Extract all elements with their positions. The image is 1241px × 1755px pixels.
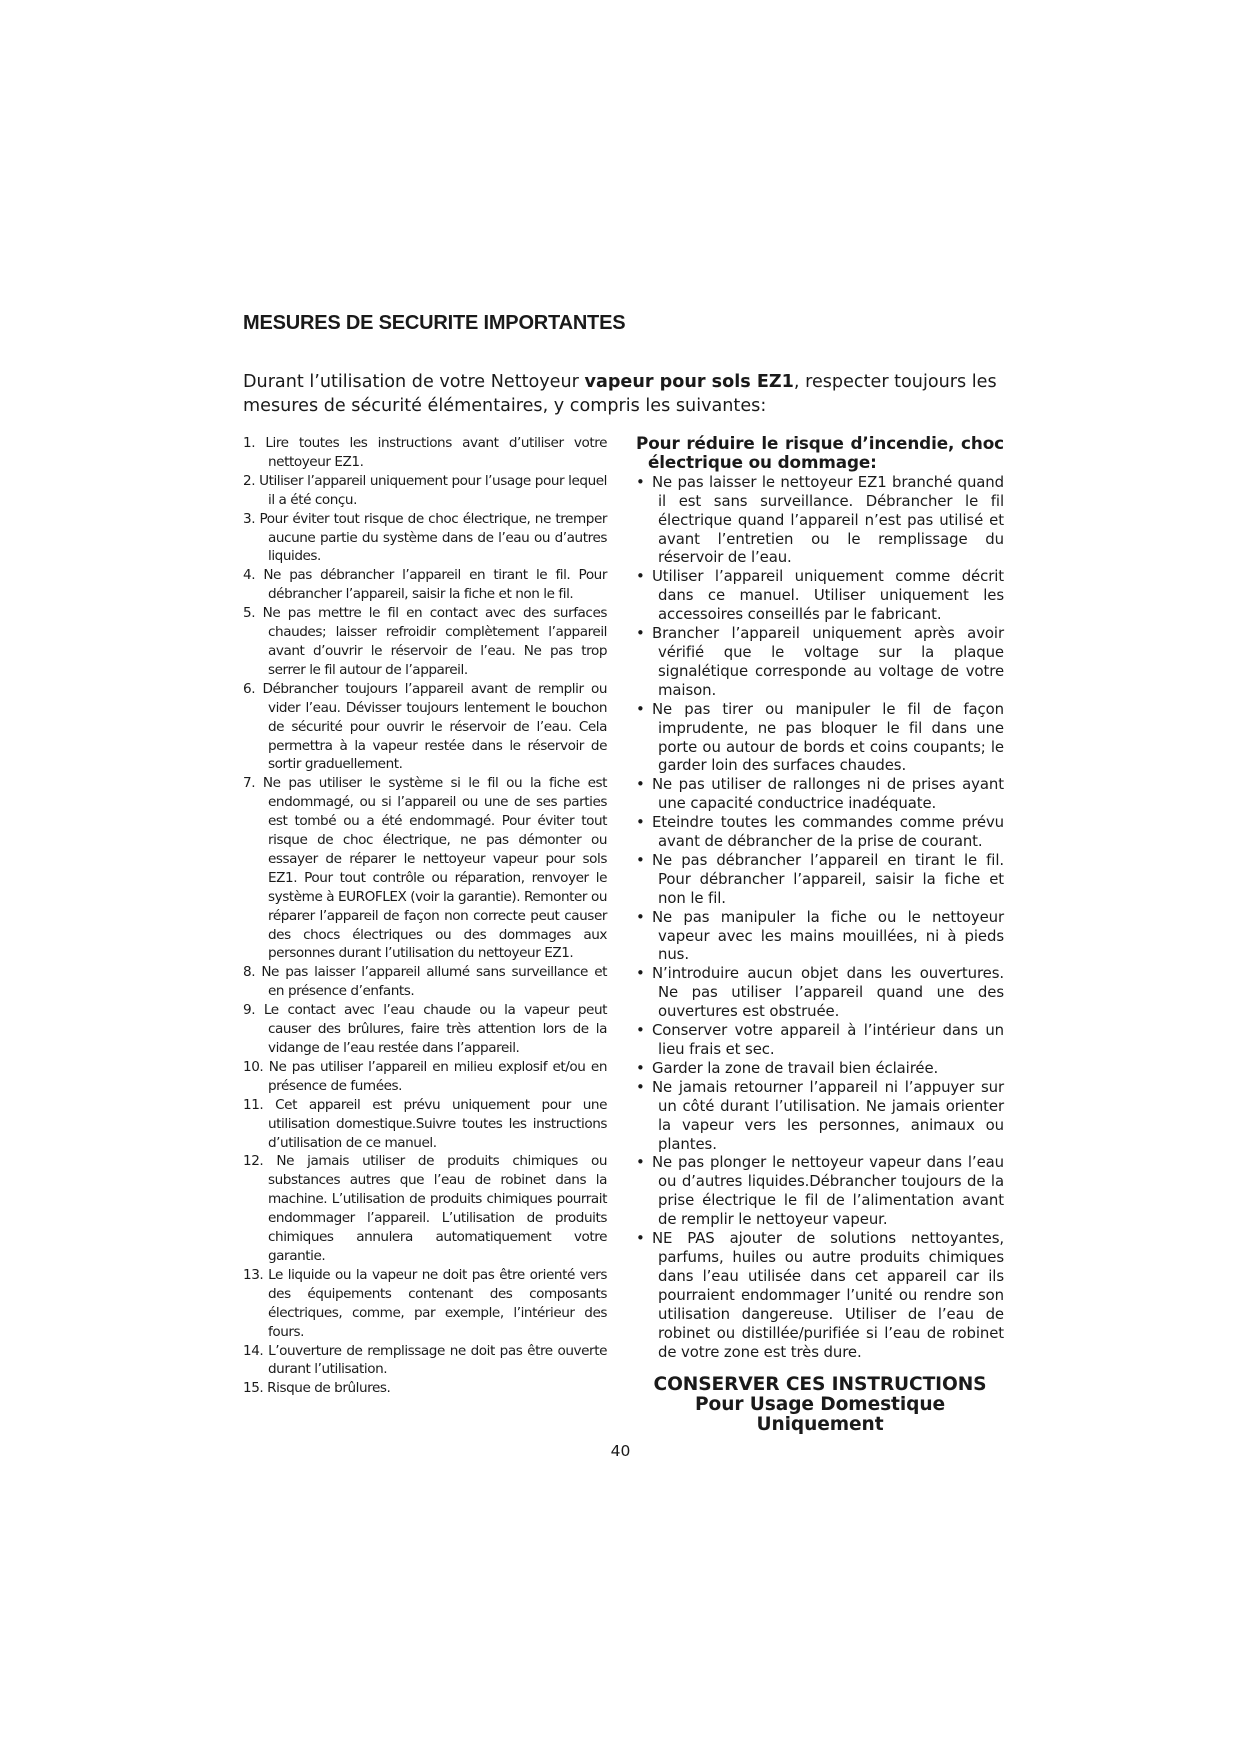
- right-column: [636, 434, 1004, 1435]
- list-item-text: Ne pas manipuler la fiche ou le nettoyeur vapeur avec les mains mouillées, ni à pieds nus.: [652, 907, 1004, 964]
- list-item: 1. Lire toutes les instructions avant d’utiliser votre nettoyeur EZ1.: [243, 435, 607, 470]
- list-item-text: N’introduire aucun objet dans les ouvertures. Ne pas utiliser l’appareil quand une des ouvertures est obstruée.: [652, 964, 1004, 1021]
- intro-text-end: , respecter toujours les mesures de sécurité élémentaires, y compris les suivantes:: [243, 372, 997, 416]
- list-item-text: Ne pas tirer ou manipuler le fil de façon imprudente, ne pas bloquer le fil dans une porte ou autour de bords et coins coupants; le garder loin des surfaces chaudes.: [652, 699, 1004, 775]
- bullet-icon: •: [636, 775, 645, 794]
- list-item: 10. Ne pas utiliser l’appareil en milieu explosif et/ou en présence de fumées.: [243, 1058, 607, 1094]
- list-item: [636, 1153, 1004, 1229]
- bullet-icon: •: [636, 1021, 645, 1040]
- risk-heading: Pour réduire le risque d’incendie, choc électrique ou dommage:: [636, 433, 1004, 472]
- bullet-icon: •: [636, 472, 645, 491]
- page-number: 40: [610, 1442, 631, 1460]
- conserve-instructions-block: [636, 1375, 1004, 1435]
- list-item-text: Ne jamais retourner l’appareil ni l’appuyer sur un côté durant l’utilisation. Ne jamais orienter la vapeur vers les personnes, animaux ou plantes.: [652, 1077, 1004, 1153]
- bullet-icon: •: [636, 1153, 645, 1172]
- page-title: MESURES DE SECURITE IMPORTANTES: [243, 312, 626, 334]
- list-item-text: Conserver votre appareil à l’intérieur dans un lieu frais et sec.: [652, 1021, 1004, 1058]
- list-item-text: Brancher l’appareil uniquement après avoir vérifié que le voltage sur la plaque signalétique corresponde au voltage de votre maison.: [652, 624, 1004, 699]
- list-item: [636, 567, 1004, 624]
- list-item: [636, 813, 1004, 851]
- list-item: 3. Pour éviter tout risque de choc électrique, ne tremper aucune partie du système dans de l’eau ou d’autres liquides.: [243, 510, 607, 565]
- numbered-safety-list: [243, 434, 607, 1398]
- bullet-icon: •: [636, 1229, 645, 1248]
- intro-text-start: Durant l’utilisation de votre Nettoyeur: [243, 372, 585, 392]
- bullet-icon: •: [636, 850, 645, 869]
- list-item: 6. Débrancher toujours l’appareil avant de remplir ou vider l’eau. Dévisser toujours lentement le bouchon de sécurité pour ouvrir le réservoir de l’eau. Cela permettra à la vapeur restée dans le réservoir de sortir graduellement.: [243, 680, 607, 773]
- list-item: 5. Ne pas mettre le fil en contact avec des surfaces chaudes; laisser refroidir complètement l’appareil avant d’ouvrir le réservoir de l’eau. Ne pas trop serrer le fil autour de l’appareil.: [243, 605, 607, 678]
- list-item: [636, 1059, 1004, 1078]
- list-item: 15. Risque de brûlures.: [243, 1380, 391, 1397]
- list-item: 11. Cet appareil est prévu uniquement pour une utilisation domestique.Suivre toutes les instructions d’utilisation de ce manuel.: [243, 1096, 607, 1151]
- list-item: [636, 851, 1004, 908]
- list-item: [636, 908, 1004, 965]
- household-use-heading: Pour Usage Domestique Uniquement: [695, 1394, 945, 1436]
- bullet-safety-list: [636, 473, 1004, 1362]
- list-item: 9. Le contact avec l’eau chaude ou la vapeur peut causer des brûlures, faire très attention lors de la vidange de l’eau restée dans l’appareil.: [243, 1002, 607, 1056]
- bullet-icon: •: [636, 699, 645, 718]
- list-item-text: Ne pas plonger le nettoyeur vapeur dans l’eau ou d’autres liquides.Débrancher toujours de la prise électrique le fil de l’alimentation avant de remplir le nettoyeur vapeur.: [652, 1153, 1004, 1229]
- intro-product-name: vapeur pour sols EZ1: [584, 372, 794, 392]
- list-item: 12. Ne jamais utiliser de produits chimiques ou substances autres que l’eau de robinet dans la machine. L’utilisation de produits chimiques pourrait endommager l’appareil. L’utilisation de produits chimiques annulera automatiquement votre garantie.: [243, 1153, 607, 1264]
- list-item-text: Ne pas laisser le nettoyeur EZ1 branché quand il est sans surveillance. Débrancher le fil électrique quand l’appareil n’est pas utilisé et avant l’entretien ou le remplissage du réservoir de l’eau.: [652, 472, 1004, 567]
- list-item-text: NE PAS ajouter de solutions nettoyantes, parfums, huiles ou autre produits chimiques dans l’eau utilisée dans cet appareil car ils pourraient endommager l’unité ou rendre son utilisation dangereuse. Utiliser de l’eau de robinet ou distillée/purifiée si l’eau de robinet de votre zone est très dure.: [652, 1229, 1004, 1361]
- list-item: [636, 473, 1004, 568]
- list-item: 4. Ne pas débrancher l’appareil en tirant le fil. Pour débrancher l’appareil, saisir la fiche et non le fil.: [243, 567, 607, 603]
- bullet-icon: •: [636, 567, 645, 586]
- bullet-icon: •: [636, 1058, 645, 1077]
- list-item: 13. Le liquide ou la vapeur ne doit pas être orienté vers des équipements contenant des composants électriques, comme, par exemple, l’intérieur des fours.: [243, 1266, 607, 1340]
- list-item: 2. Utiliser l’appareil uniquement pour l’usage pour lequel il a été conçu.: [243, 472, 607, 508]
- list-item: 8. Ne pas laisser l’appareil allumé sans surveillance et en présence d’enfants.: [243, 964, 607, 1000]
- list-item: [636, 1078, 1004, 1154]
- list-item-text: Eteindre toutes les commandes comme prévu avant de débrancher de la prise de courant.: [652, 813, 1004, 851]
- list-item: [636, 700, 1004, 776]
- bullet-icon: •: [636, 1077, 645, 1096]
- list-item: 14. L’ouverture de remplissage ne doit pas être ouverte durant l’utilisation.: [243, 1342, 607, 1378]
- conserve-instructions-heading: CONSERVER CES INSTRUCTIONS: [653, 1374, 987, 1396]
- list-item-text: Ne pas utiliser de rallonges ni de prises ayant une capacité conductrice inadéquate.: [652, 775, 1004, 813]
- bullet-icon: •: [636, 624, 645, 643]
- intro-paragraph: [243, 370, 1003, 418]
- list-item-text: Ne pas débrancher l’appareil en tirant le fil. Pour débrancher l’appareil, saisir la fiche et non le fil.: [652, 850, 1004, 907]
- list-item: [636, 624, 1004, 700]
- list-item-text: Utiliser l’appareil uniquement comme décrit dans ce manuel. Utiliser uniquement les accessoires conseillés par le fabricant.: [652, 567, 1004, 624]
- list-item: [636, 1229, 1004, 1361]
- list-item: [636, 1021, 1004, 1059]
- bullet-icon: •: [636, 907, 645, 926]
- bullet-icon: •: [636, 964, 645, 983]
- bullet-icon: •: [636, 813, 645, 832]
- list-item: [636, 964, 1004, 1021]
- list-item: 7. Ne pas utiliser le système si le fil ou la fiche est endommagé, ou si l’appareil ou une de ses parties est tombé ou a été endommagé. Pour éviter tout risque de choc électrique, ne pas démonter ou essayer de réparer le nettoyeur vapeur pour sols EZ1. Pour tout contrôle ou réparation, renvoyer le système à EUROFLEX (voir la garantie). Remonter ou réparer l’appareil de façon non correcte peut causer des chocs électriques ou des dommages aux personnes durant l’utilisation du nettoyeur EZ1.: [243, 775, 607, 962]
- list-item-text: Garder la zone de travail bien éclairée.: [652, 1058, 939, 1077]
- list-item: [636, 775, 1004, 813]
